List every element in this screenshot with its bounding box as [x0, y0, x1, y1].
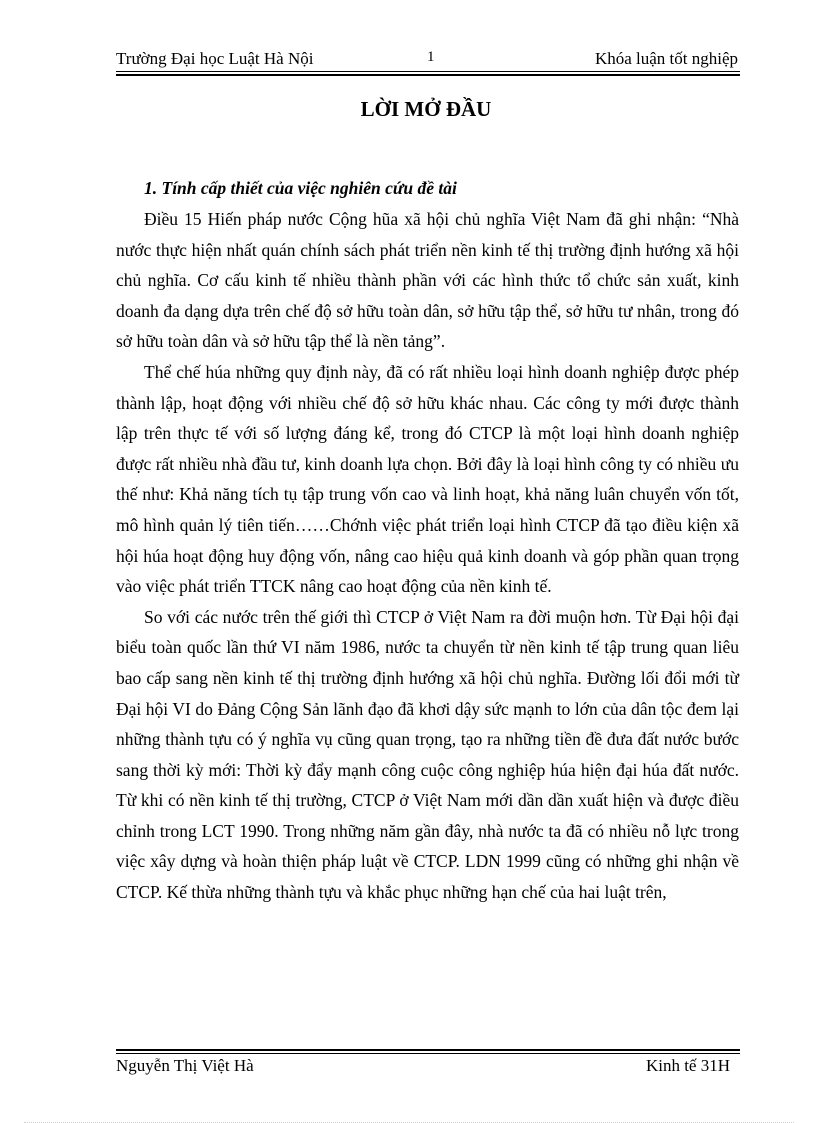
page-footer — [116, 1056, 730, 1078]
class-name: Kinh tế 31H — [645, 1056, 730, 1075]
page-number: 1 — [427, 49, 435, 65]
section-heading: 1. Tính cấp thiết của việc nghiên cứu đề tài — [144, 178, 457, 198]
document-type: Khóa luận tốt nghiệp — [594, 49, 738, 68]
header-rule-thin — [116, 71, 740, 72]
page-header — [116, 49, 738, 71]
header-rule-thick — [116, 74, 740, 76]
paragraph: So với các nước trên thế giới thì CTCP ở Việt Nam ra đời muộn hơn. Từ Đại hội đại biểu toàn quốc lần thứ VI năm 1986, nước ta chuyển từ nền kinh tế tập trung quan liêu bao cấp sang nền kinh tế thị trường định hướng xã hội chủ nghĩa. Đường lối đổi mới từ Đại hội VI do Đảng Cộng Sản lãnh đạo đã khơi dậy sức mạnh to lớn của dân tộc đem lại những thành tựu có ý nghĩa vụ cũng quan trọng, tạo ra những tiền đề đưa đất nước bước sang thời kỳ mới: Thời kỳ đẩy mạnh công cuộc công nghiệp húa hiện đại húa đất nước. Từ khi có nền kinh tế thị trường, CTCP ở Việt Nam mới dần dần xuất hiện và được điều chỉnh trong LCT 1990. Trong những năm gần đây, nhà nước ta đã có nhiều nỗ lực trong việc xây dựng và hoàn thiện pháp luật về CTCP. LDN 1999 cũng có những ghi nhận về CTCP. Kế thừa những thành tựu và khắc phục những hạn chế của hai luật trên, — [116, 606, 739, 903]
author-name: Nguyễn Thị Việt Hà — [116, 1056, 254, 1075]
paragraph: Thể chế húa những quy định này, đã có rất nhiều loại hình doanh nghiệp được phép thành lập, hoạt động với nhiều chế độ sở hữu khác nhau. Các công ty mới được thành lập trên thực tế với số lượng đáng kể, trong đó CTCP là một loại hình doanh nghiệp được rất nhiều nhà đầu tư, kinh doanh lựa chọn. Bởi đây là loại hình công ty có nhiều ưu thế như: Khả năng tích tụ tập trung vốn cao và linh hoạt, khả năng luân chuyển vốn tốt, mô hình quản lý tiên tiến……Chớnh việc phát triển loại hình CTCP đã tạo điều kiện xã hội húa hoạt động huy động vốn, nâng cao hiệu quả kinh doanh và góp phần quan trọng vào việc phát triển TTCK nâng cao hoạt động của nền kinh tế. — [116, 361, 739, 597]
footer-rule-thick — [116, 1049, 740, 1051]
school-name: Trường Đại học Luật Hà Nội — [116, 49, 314, 68]
paragraph: Điều 15 Hiến pháp nước Cộng hũa xã hội chủ nghĩa Việt Nam đã ghi nhận: “Nhà nước thực hiện nhất quán chính sách phát triển nền kinh tế thị trường định hướng xã hội chủ nghĩa. Cơ cấu kinh tế nhiều thành phần với các hình thức tổ chức sản xuất, kinh doanh đa dạng dựa trên chế độ sở hữu toàn dân, sở hữu tập thể, sở hữu tư nhân, trong đó sở hữu toàn dân và sở hữu tập thể là nền tảng”. — [116, 209, 739, 352]
body-text — [116, 204, 739, 908]
page-title: LỜI MỞ ĐẦU — [360, 97, 492, 121]
footer-rule-thin — [116, 1053, 740, 1054]
